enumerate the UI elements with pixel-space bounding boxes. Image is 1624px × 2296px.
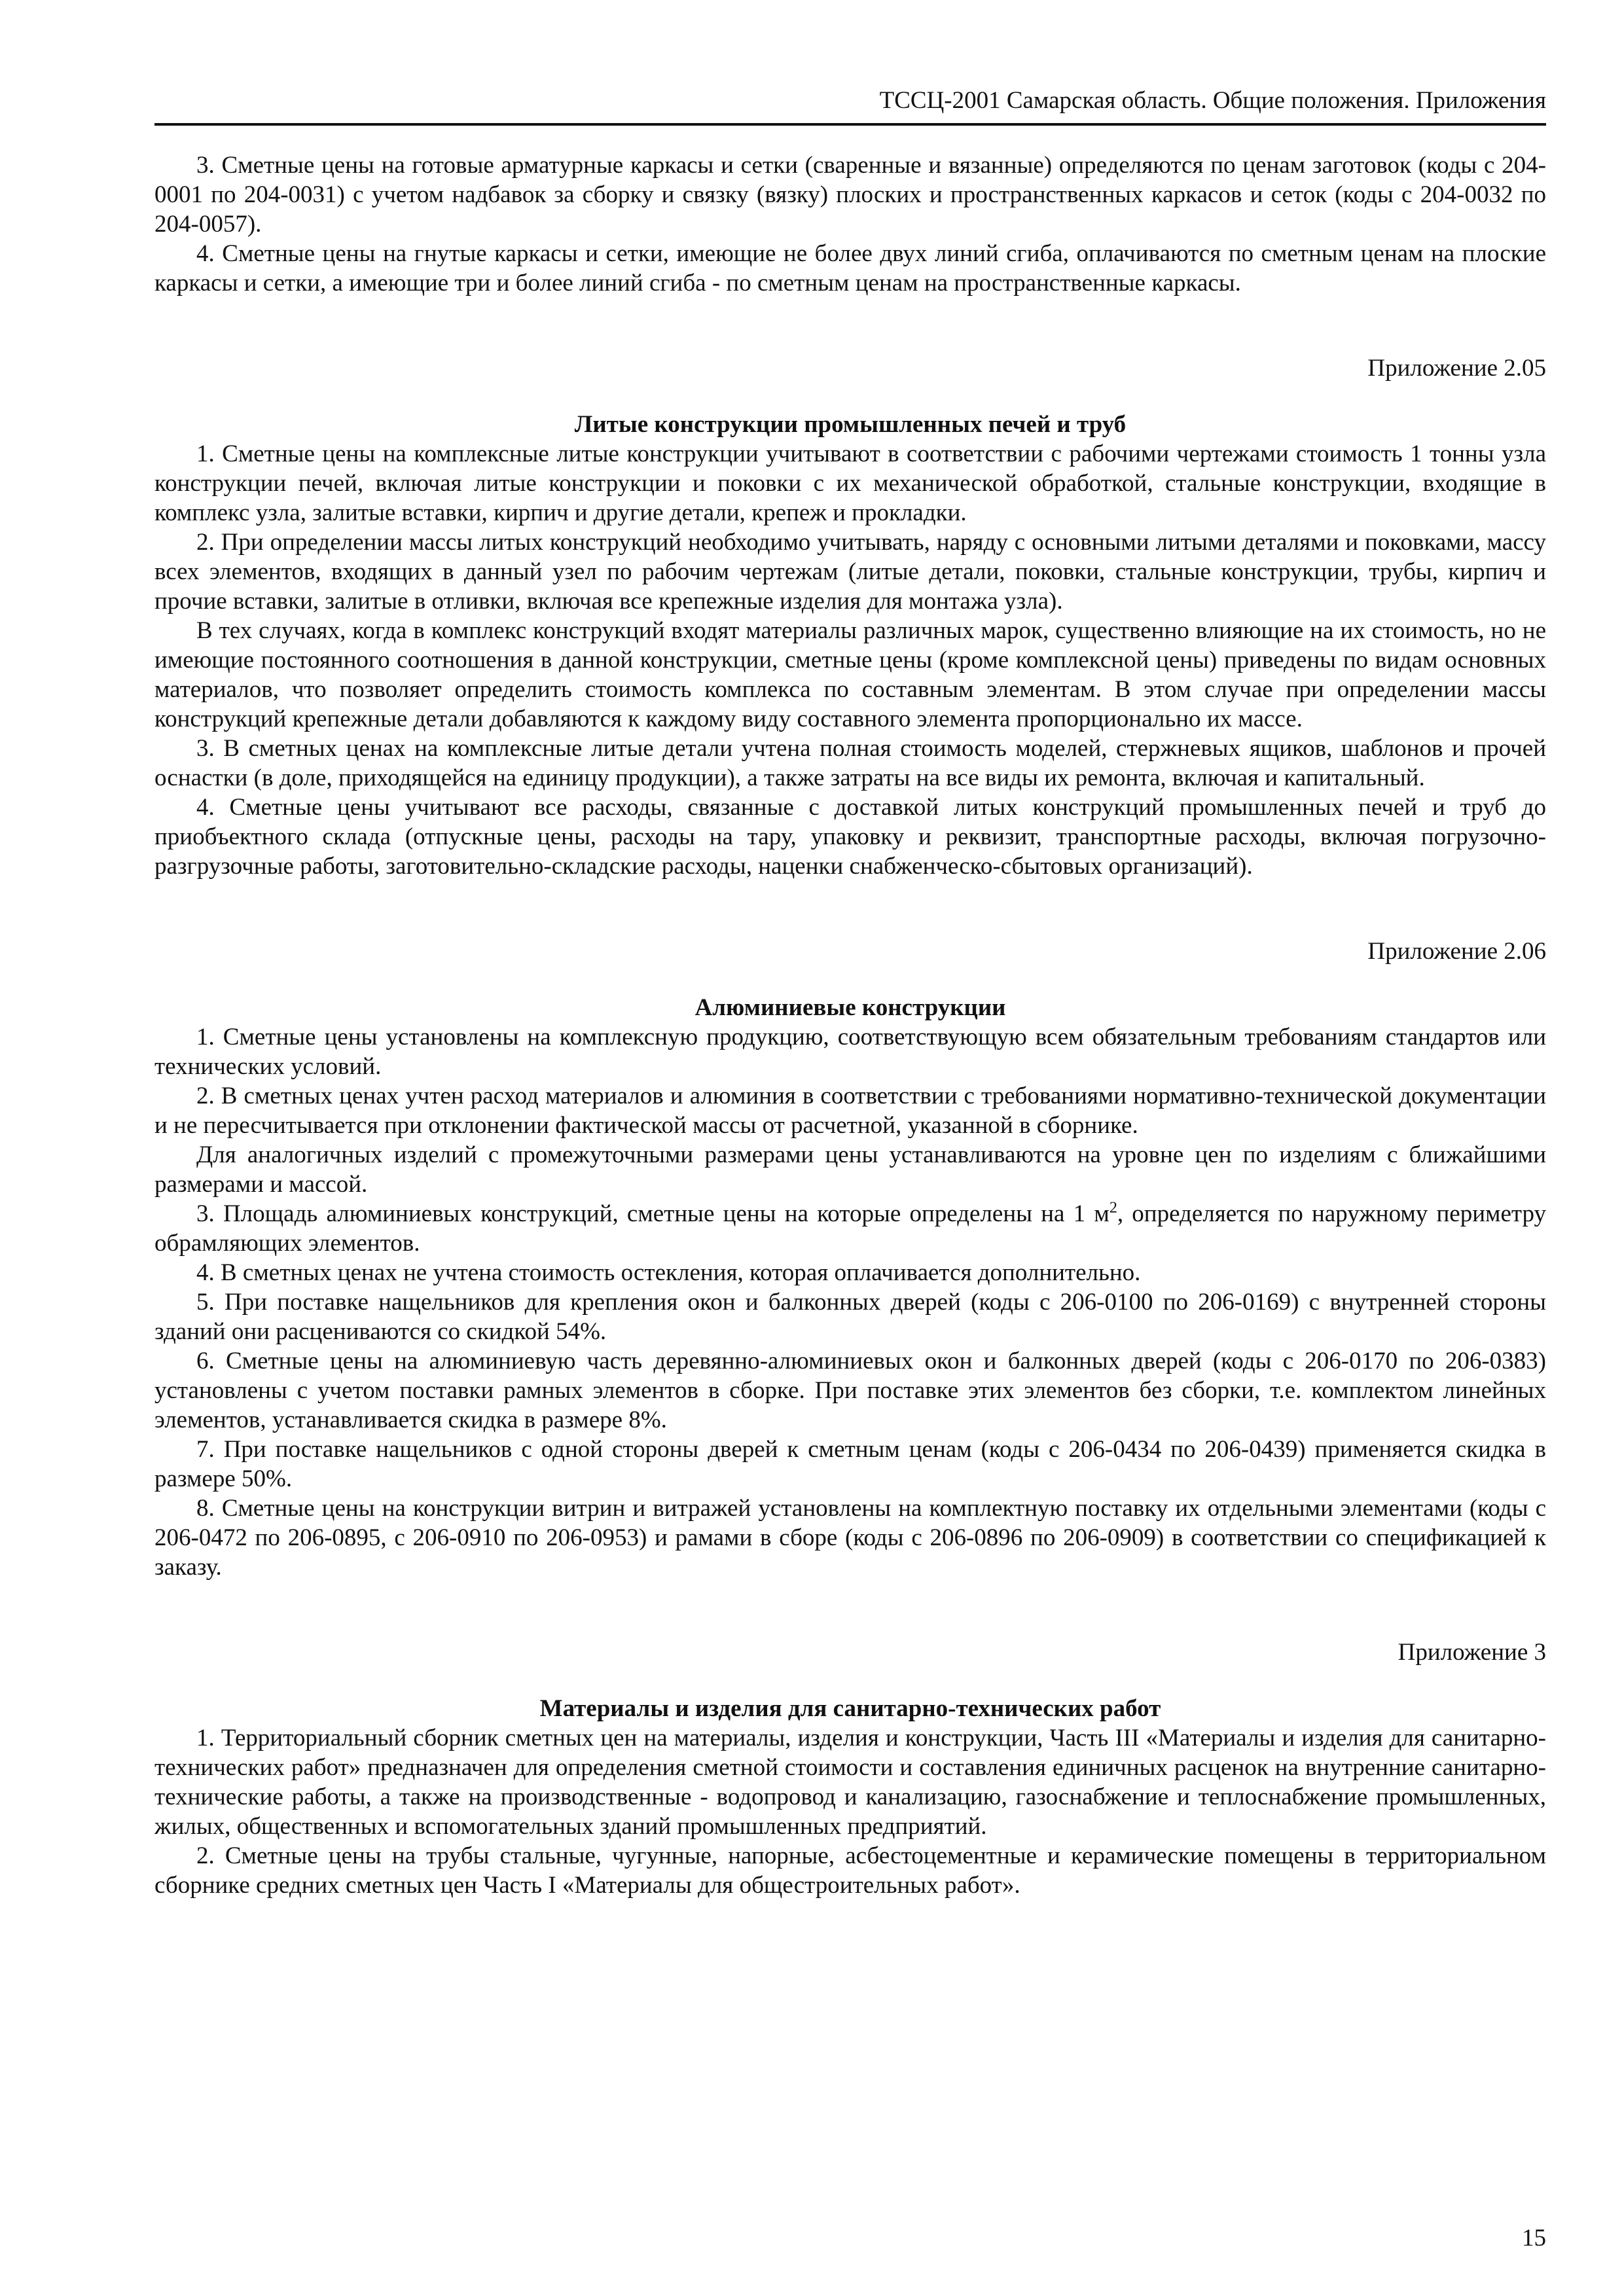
annex-2-05-paragraph-4: 4. Сметные цены учитывают все расходы, связанные с доставкой литых конструкций промышленных печей и труб до приобъектного склада (отпускные цены, расходы на тару, упаковку и реквизит, транспортные расходы, включая погрузочно-разгрузочные работы, заготовительно-складские расходы, наценки снабженческо-сбытовых организаций). — [154, 794, 1546, 880]
annex-2-06-paragraph-8: 8. Сметные цены на конструкции витрин и витражей установлены на комплектную поставку их отдельными элементами (коды с 206-0472 по 206-0895, с 206-0910 по 206-0953) и рамами в сборе (коды с 206-0896 по 206-0909) в соответствии со спецификацией к заказу. — [154, 1495, 1546, 1581]
annex-2-06-p3-text: 3. Площадь алюминиевых конструкций, сметные цены на которые определены на 1 м — [196, 1200, 1110, 1227]
annex-3-title: Материалы и изделия для санитарно-технических работ — [539, 1695, 1161, 1722]
intro-paragraph-3: 3. Сметные цены на готовые арматурные каркасы и сетки (сваренные и вязанные) определяются по ценам заготовок (коды с 204-0001 по 204-0031) с учетом надбавок за сборку и связку (вязку) плоских и пространственных каркасов и сеток (коды с 204-0032 по 204-0057). — [154, 152, 1546, 238]
annex-2-06-label: Приложение 2.06 — [1367, 938, 1546, 965]
page-body — [154, 151, 1546, 1900]
square-meter-superscript: 2 — [1109, 1199, 1117, 1217]
intro-paragraph-4: 4. Сметные цены на гнутые каркасы и сетки, имеющие не более двух линий сгиба, оплачиваются по сметным ценам на плоские каркасы и сетки, а имеющие три и более линий сгиба - по сметным ценам на пространственные каркасы. — [154, 240, 1546, 296]
running-header — [154, 79, 1546, 126]
annex-2-05-paragraph-2b: В тех случаях, когда в комплекс конструкций входят материалы различных марок, существенно влияющие на их стоимость, но не имеющие постоянного соотношения в данной конструкции, сметные цены (кроме комплексной цены) приведены по видам основных материалов, что позволяет определить стоимость комплекса по составным элементам. В этом случае при определении массы конструкций крепежные детали добавляются к каждому виду составного элемента пропорционально их массе. — [154, 617, 1546, 732]
annex-2-05-paragraph-3: 3. В сметных ценах на комплексные литые детали учтена полная стоимость моделей, стержневых ящиков, шаблонов и прочей оснастки (в доле, приходящейся на единицу продукции), а также затраты на все виды их ремонта, включая и капитальный. — [154, 735, 1546, 791]
annex-2-05-title: Литые конструкции промышленных печей и труб — [574, 411, 1127, 438]
annex-2-06-paragraph-1: 1. Сметные цены установлены на комплексную продукцию, соответствующую всем обязательным требованиям стандартов или технических условий. — [154, 1024, 1546, 1080]
annex-2-06-paragraph-2: 2. В сметных ценах учтен расход материалов и алюминия в соответствии с требованиями нормативно-технической документации и не пересчитывается при отклонении фактической массы от расчетной, указанной в сборнике. — [154, 1083, 1546, 1139]
annex-2-06-paragraph-2b: Для аналогичных изделий с промежуточными размерами цены устанавливаются на уровне цен по изделиям с ближайшими размерами и массой. — [154, 1141, 1546, 1198]
annex-2-06-p3-text-end: , определяется по наружному периметру обрамляющих элементов. — [154, 1200, 1546, 1257]
annex-2-06-title: Алюминиевые конструкции — [695, 994, 1006, 1021]
annex-2-05-paragraph-2: 2. При определении массы литых конструкций необходимо учитывать, наряду с основными литыми деталями и поковками, массу всех элементов, входящих в данный узел по рабочим чертежам (литые детали, поковки, стальные конструкции, трубы, кирпич и прочие вставки, залитые в отливки, включая все крепежные изделия для монтажа узла). — [154, 529, 1546, 615]
annex-2-06-paragraph-5: 5. При поставке нащельников для крепления окон и балконных дверей (коды с 206-0100 по 206-0169) с внутренней стороны зданий они расцениваются со скидкой 54%. — [154, 1289, 1546, 1345]
annex-3-paragraph-1: 1. Территориальный сборник сметных цен на материалы, изделия и конструкции, Часть III «Материалы и изделия для санитарно-технических работ» предназначен для определения сметной стоимости и составления единичных расценок на внутренние санитарно-технические работы, а также на производственные - водопровод и канализацию, газоснабжение и теплоснабжение промышленных, жилых, общественных и вспомогательных зданий промышленных предприятий. — [154, 1725, 1546, 1840]
page-number: 15 — [1522, 2225, 1546, 2251]
annex-3-label: Приложение 3 — [1398, 1639, 1546, 1666]
annex-2-05-label: Приложение 2.05 — [1367, 355, 1546, 382]
annex-2-05-paragraph-1: 1. Сметные цены на комплексные литые конструкции учитывают в соответствии с рабочими чертежами стоимость 1 тонны узла конструкции печей, включая литые конструкции и поковки с их механической обработкой, стальные конструкции, входящие в комплекс узла, залитые вставки, кирпич и другие детали, крепеж и прокладки. — [154, 440, 1546, 526]
annex-2-06-paragraph-4: 4. В сметных ценах не учтена стоимость остекления, которая оплачивается дополнительно. — [196, 1259, 1141, 1286]
header-title: ТССЦ-2001 Самарская область. Общие положения. Приложения — [879, 87, 1546, 114]
annex-2-06-paragraph-3 — [154, 1199, 1546, 1258]
annex-2-06-paragraph-7: 7. При поставке нащельников с одной стороны дверей к сметным ценам (коды с 206-0434 по 206-0439) применяется скидка в размере 50%. — [154, 1436, 1546, 1492]
annex-3-paragraph-2: 2. Сметные цены на трубы стальные, чугунные, напорные, асбестоцементные и керамические помещены в территориальном сборнике средних сметных цен Часть I «Материалы для общестроительных работ». — [154, 1842, 1546, 1899]
annex-2-06-paragraph-6: 6. Сметные цены на алюминиевую часть деревянно-алюминиевых окон и балконных дверей (коды с 206-0170 по 206-0383) установлены с учетом поставки рамных элементов в сборке. При поставке этих элементов без сборки, т.е. комплектом линейных элементов, устанавливается скидка в размере 8%. — [154, 1348, 1546, 1433]
